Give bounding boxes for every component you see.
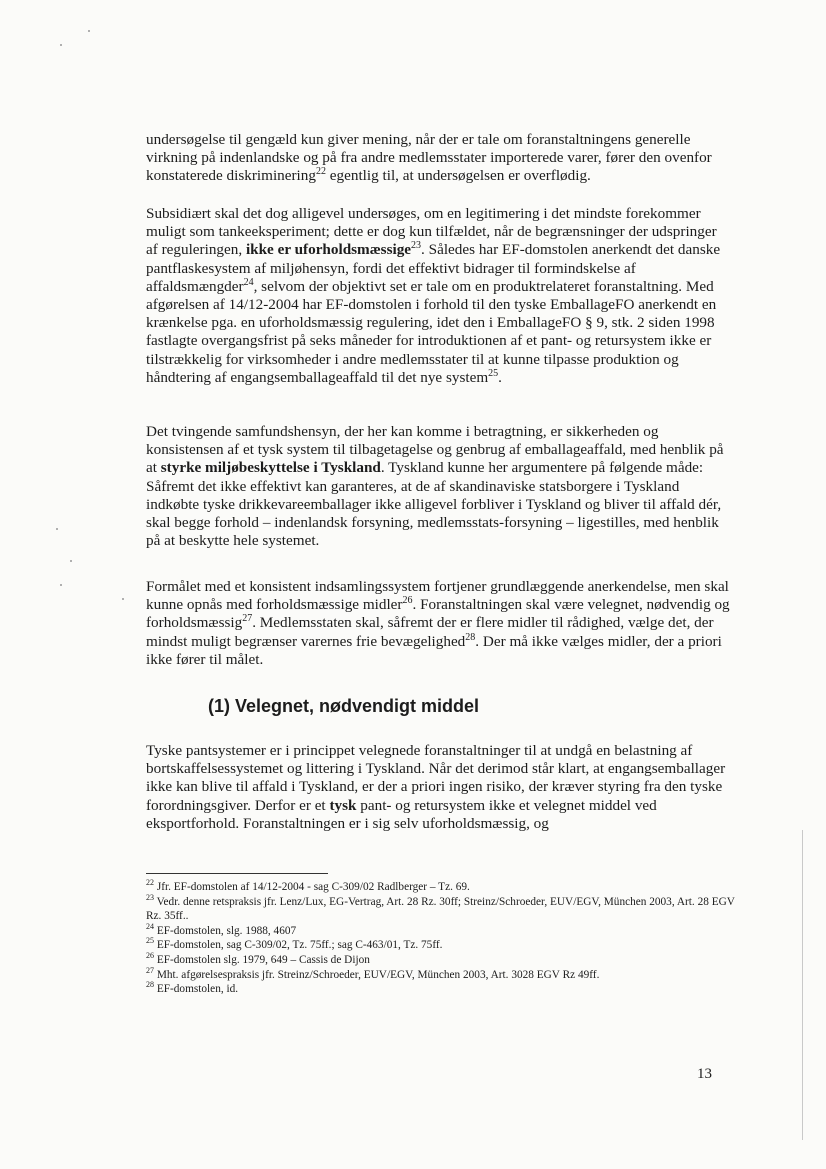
footnote-text: EF-domstolen, id. — [154, 983, 239, 996]
paragraph-5 — [146, 742, 732, 833]
paragraph-text: . Tyskland kunne her argumentere på følgende måde: Såfremt det ikke effektivt kan garanteres, at de af skandinaviske statsborgere i Tyskland indkøbte tyske drikkevareemballager ikke alligevel forbliver i Tyskland og bliver til affald dér, skal begge forhold – indenlandsk forsyning, medlemsstats-forsyning – ligestilles, med henblik på at beskytte hele systemet. — [146, 459, 722, 550]
paragraph-text: egentlig til, at undersøgelsen er overflødig. — [325, 167, 591, 185]
footnote-divider — [146, 873, 328, 874]
footnote-item — [146, 982, 746, 997]
footnote-item — [146, 880, 746, 895]
footnote-number: 25 — [146, 936, 154, 946]
footnote-number: 28 — [146, 980, 154, 990]
paragraph-text: Det tvingende samfundshensyn, der her kan komme i betragtning, er sikkerheden og konsistensen af et tysk system til tilbagetagelse og genbrug af emballageaffald, med henblik på at — [146, 423, 724, 477]
footnote-text: Mht. afgørelsespraksis jfr. Streinz/Schroeder, EUV/EGV, München 2003, Art. 3028 EGV Rz 49ff. — [154, 968, 600, 981]
page-number: 13 — [697, 1066, 712, 1082]
footnotes — [146, 880, 746, 997]
paragraph-2 — [146, 205, 732, 387]
bold-text: ikke er uforholdsmæssige — [245, 241, 412, 259]
paragraph-text: , selvom der objektivt set er tale om en produktrelateret foranstaltning. Med afgørelsen af 14/12-2004 har EF-domstolen i forhold til den tyske EmballageFO anerkendt en krænkelse pga. en uforholdsmæssig regulering, idet den i EmballageFO § 9, stk. 2 siden 1998 fastlagte overgangsfrist på seks måneder for introduktionen af et pant- og retursystem ikke er tilstrækkelig for virksomheder i andre medlemsstater til at kunne tilpasse produktion og håndtering af engangsemballageaffald til det nye system — [146, 277, 717, 386]
footnote-number: 23 — [146, 892, 154, 902]
footnote-item — [146, 965, 746, 983]
bold-text: tysk — [329, 796, 357, 814]
paragraph-text: Subsidiært skal det dog alligevel undersøges, om en legitimering i det mindste forekommer muligt som tankeeksperiment; dette er dog kun tilfældet, når de begrænsninger der udspringer af reguleringen, — [146, 205, 717, 259]
scan-margin-line — [802, 830, 803, 1140]
footnote-item — [146, 924, 746, 939]
paragraph-text: . Således har EF-domstolen anerkendt det danske pantflaskesystem af miljøhensyn, fordi det effektivt bidrager til formindskelse af affaldsmængder — [146, 241, 721, 295]
paragraph-text: Tyske pantsystemer er i princippet velegnede foranstaltninger til at undgå en belastning af bortskaffelsessystemet og littering i Tyskland. Når det derimod står klart, at engangsemballager ikke kan blive til affald i Tyskland, er der a priori ingen risiko, der kræver styring fra den tyske forordningsgiver. Derfor er et — [146, 742, 726, 814]
footnote-text: EF-domstolen, sag C-309/02, Tz. 75ff.; sag C-463/01, Tz. 75ff. — [154, 939, 443, 952]
footnote-number: 27 — [146, 965, 154, 975]
paragraph-text: . Foranstaltningen skal være velegnet, nødvendig og forholdsmæssig — [146, 596, 730, 632]
footnote-number: 26 — [146, 951, 154, 961]
footnote-item — [146, 938, 746, 953]
footnote-ref: 28 — [465, 631, 476, 643]
paragraph-text: undersøgelse til gengæld kun giver mening, når der er tale om foranstaltningens generelle virkning på indenlandske og på fra andre medlemsstater importerede varer, fører den ovenfor konstaterede diskriminering — [146, 131, 712, 185]
paragraph-1 — [146, 131, 732, 186]
paragraph-text: pant- og retursystem ikke et velegnet middel ved eksportforhold. Foranstaltningen er i sig selv uforholdsmæssig, og — [146, 796, 657, 832]
footnote-ref: 24 — [243, 276, 254, 288]
scan-speck — [56, 528, 58, 530]
footnote-number: 22 — [146, 878, 154, 888]
paragraph-3 — [146, 423, 732, 550]
footnote-ref: 23 — [411, 240, 422, 252]
footnote-ref: 27 — [242, 613, 253, 625]
footnote-ref: 25 — [488, 367, 499, 379]
paragraph-text: . — [498, 368, 502, 386]
scan-speck — [60, 44, 62, 46]
scan-speck — [122, 598, 124, 600]
footnote-text: Vedr. denne retspraksis jfr. Lenz/Lux, EG-Vertrag, Art. 28 Rz. 30ff; Streinz/Schroeder, EUV/EGV, München 2003, Art. 28 EGV Rz. 35ff.. — [146, 895, 735, 923]
section-heading: (1) Velegnet, nødvendigt middel — [208, 696, 480, 716]
footnote-item — [146, 953, 746, 968]
footnote-text: EF-domstolen slg. 1979, 649 – Cassis de Dijon — [154, 953, 370, 966]
footnote-text: Jfr. EF-domstolen af 14/12-2004 - sag C-309/02 Radlberger – Tz. 69. — [154, 881, 470, 893]
paragraph-text: Formålet med et konsistent indsamlingssystem fortjener grundlæggende anerkendelse, men skal kunne opnås med forholdsmæssige midler — [146, 578, 729, 614]
footnote-item — [146, 892, 746, 924]
footnote-ref: 22 — [315, 166, 326, 178]
scan-speck — [88, 30, 90, 32]
footnote-text: EF-domstolen, slg. 1988, 4607 — [154, 924, 297, 937]
paragraph-4 — [146, 578, 732, 669]
bold-text: styrke miljøbeskyttelse i Tyskland — [160, 459, 381, 477]
footnote-ref: 26 — [402, 595, 413, 607]
paragraph-text: . Medlemsstaten skal, såfremt der er flere midler til rådighed, vælge det, der mindst muligt begrænser varernes frie bevægelighed — [146, 614, 714, 650]
scan-speck — [60, 584, 62, 586]
scan-speck — [70, 560, 72, 562]
paragraph-text: . Der må ikke vælges midler, der a priori ikke fører til målet. — [146, 632, 722, 668]
footnote-number: 24 — [146, 922, 154, 932]
